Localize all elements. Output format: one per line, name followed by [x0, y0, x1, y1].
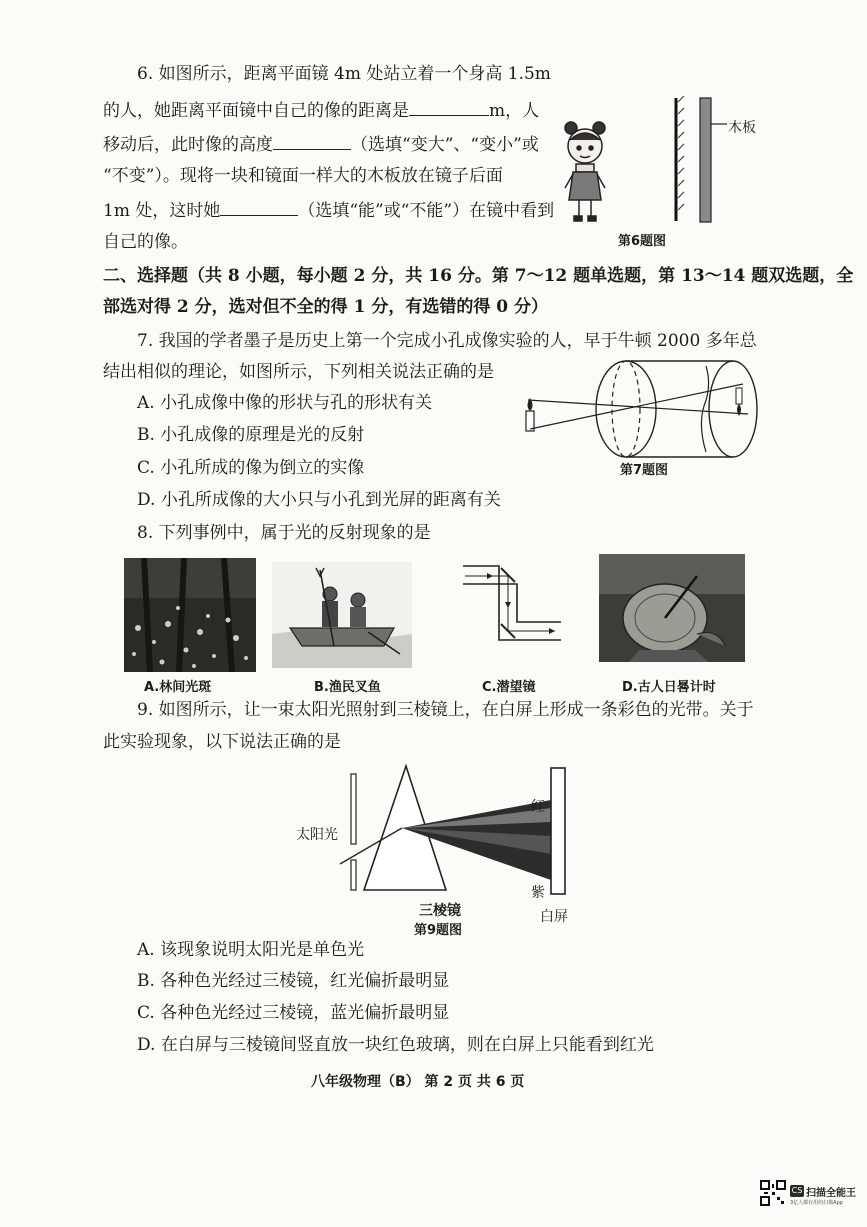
- q9-line-2: 此实验现象，以下说法正确的是: [103, 732, 341, 752]
- q9-option-a[interactable]: A. 该现象说明太阳光是单色光: [137, 940, 365, 960]
- q8-photo-c-periscope[interactable]: [457, 556, 567, 668]
- q7-option-a[interactable]: A. 小孔成像中像的形状与孔的形状有关: [137, 393, 433, 413]
- section2-header-line-2: 部选对得 2 分，选对但不全的得 1 分，有选错的得 0 分）: [103, 297, 548, 317]
- q9-prism-label: 三棱镜: [419, 903, 461, 919]
- q7-figure-caption: 第7题图: [620, 463, 669, 478]
- q8-photo-b-fisherman[interactable]: [272, 562, 412, 668]
- q6-figure-mirror-girl: [555, 88, 765, 238]
- q9-option-c[interactable]: C. 各种色光经过三棱镜，蓝光偏折最明显: [137, 1003, 450, 1023]
- scanner-subtitle: 3亿人都在用的扫描App: [790, 1200, 843, 1206]
- white-screen: [551, 768, 565, 894]
- section2-header-line-1: 二、选择题（共 8 小题，每小题 2 分，共 16 分。第 7～12 题单选题，第 13～14 题双选题，全: [103, 266, 854, 286]
- q6-blank-3[interactable]: [220, 197, 298, 216]
- q9-line-1: 9. 如图所示，让一束太阳光照射到三棱镜上，在白屏上形成一条彩色的光带。关于: [137, 700, 754, 720]
- q9-figure-prism: [296, 762, 586, 902]
- q9-red-label: 红: [531, 799, 545, 815]
- q6-line-5: 1m 处，这时她 （选填“能”或“不能”）在镜中看到: [103, 197, 554, 223]
- cs-logo-icon: CS: [791, 1186, 803, 1195]
- q8-caption-a: A.林间光斑: [144, 680, 212, 695]
- q7-option-b[interactable]: B. 小孔成像的原理是光的反射: [137, 425, 365, 445]
- q6-line-2: 的人，她距离平面镜中自己的像的距离是 m，人: [103, 97, 539, 123]
- q8-photo-d-sundial[interactable]: [599, 554, 745, 662]
- candle-icon: [526, 398, 534, 431]
- q9-figure-caption: 第9题图: [414, 923, 463, 938]
- q8-caption-d: D.古人日晷计时: [622, 680, 716, 695]
- q8-caption-c: C.潜望镜: [482, 680, 536, 695]
- q6-line-1: 6. 如图所示，距离平面镜 4m 处站立着一个身高 1.5m: [137, 64, 551, 84]
- q9-screen-label: 白屏: [540, 909, 568, 925]
- q8-stem: 8. 下列事例中，属于光的反射现象的是: [137, 523, 431, 543]
- q9-sunlight-label: 太阳光: [296, 827, 338, 843]
- scanner-brand: 扫描全能王: [806, 1188, 856, 1199]
- q6-line-6: 自己的像。: [103, 232, 188, 252]
- qr-code-icon: [760, 1180, 786, 1206]
- q6-figure-caption: 第6题图: [618, 234, 667, 249]
- q7-figure-pinhole: [518, 356, 763, 460]
- q9-option-d[interactable]: D. 在白屏与三棱镜间竖直放一块红色玻璃，则在白屏上只能看到红光: [137, 1035, 654, 1055]
- q6-blank-1[interactable]: [409, 97, 489, 116]
- girl-figure: [565, 122, 605, 221]
- q8-caption-b: B.渔民叉鱼: [314, 680, 381, 695]
- q6-board-label: 木板: [728, 120, 756, 136]
- inverted-candle-icon: [736, 388, 742, 416]
- q6-line-3: 移动后，此时像的高度 （选填“变大”、“变小”或: [103, 131, 539, 157]
- page-footer: 八年级物理（B） 第 2 页 共 6 页: [311, 1074, 525, 1090]
- q7-option-d[interactable]: D. 小孔所成像的大小只与小孔到光屏的距离有关: [137, 490, 501, 510]
- q6-line-4: “不变”）。现将一块和镜面一样大的木板放在镜子后面: [103, 166, 503, 186]
- q8-photo-a-forest[interactable]: [124, 558, 256, 672]
- q6-blank-2[interactable]: [273, 131, 351, 150]
- q7-line-2: 结出相似的理论，如图所示，下列相关说法正确的是: [103, 362, 494, 382]
- q9-violet-label: 紫: [531, 885, 545, 901]
- q7-line-1: 7. 我国的学者墨子是历史上第一个完成小孔成像实验的人，早于牛顿 2000 多年总: [137, 331, 757, 351]
- board-rect: [700, 98, 711, 222]
- q7-option-c[interactable]: C. 小孔所成的像为倒立的实像: [137, 458, 365, 478]
- q9-option-b[interactable]: B. 各种色光经过三棱镜，红光偏折最明显: [137, 971, 450, 991]
